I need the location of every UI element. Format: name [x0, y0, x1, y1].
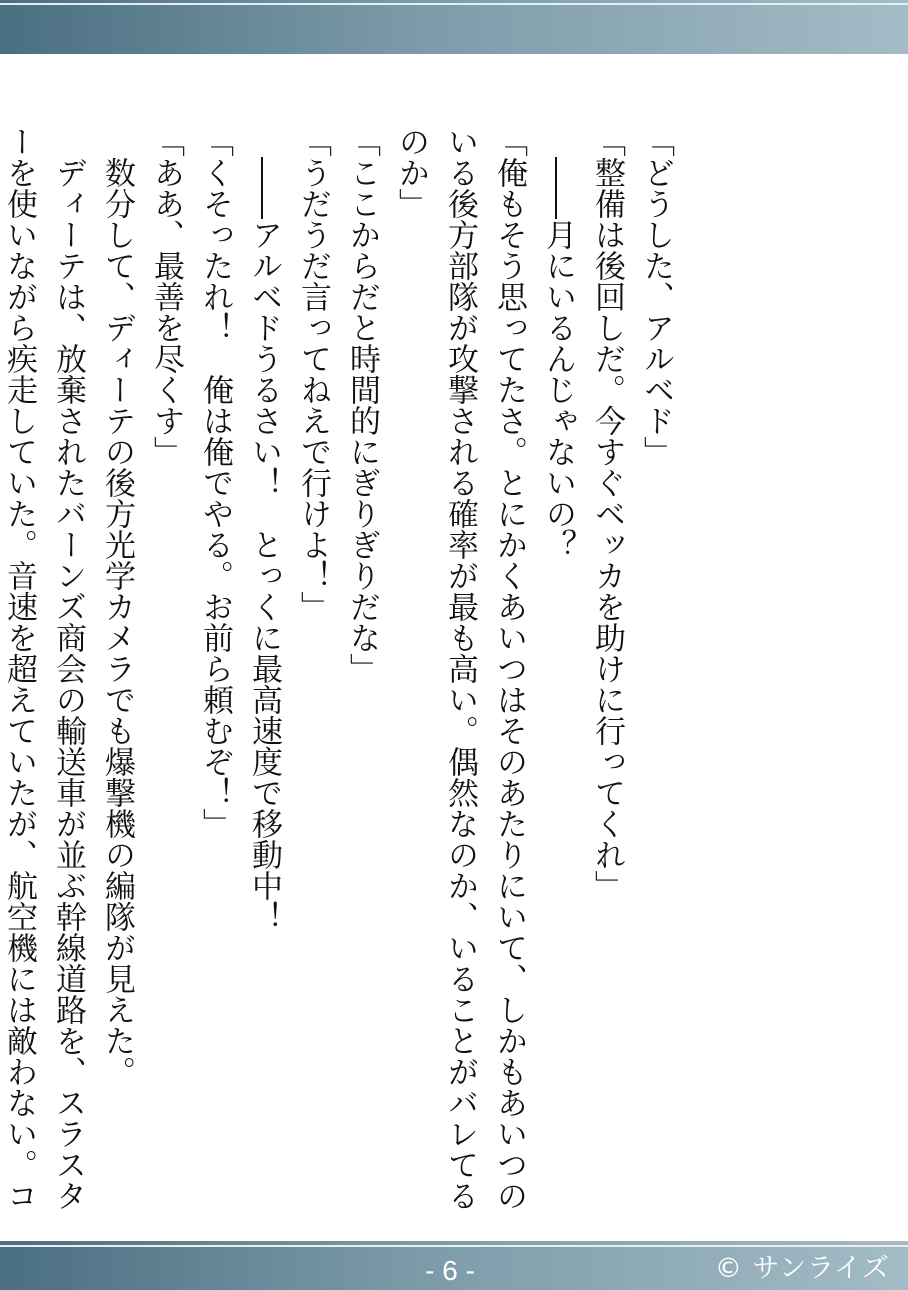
paragraph: 「整備は後回しだ。今すぐベッカを助けに行ってくれ」	[589, 126, 625, 901]
paragraph: ――月にいるんじゃないの？	[540, 157, 576, 560]
header-band	[0, 0, 908, 54]
paragraph: 「うだうだ言ってねえで行けよ！」	[295, 126, 331, 622]
paragraph: 数分して、ディーテの後方光学カメラでも爆撃機の編隊が見えた。	[99, 157, 135, 1087]
paragraph: ――アルベドうるさい！ とっくに最高速度で移動中！	[246, 157, 282, 932]
paragraph: 「くそったれ！ 俺は俺でやる。お前ら頼むぞ！」	[197, 126, 233, 839]
novel-body-text	[1, 126, 680, 1216]
copyright-notice: © サンライズ	[714, 1253, 890, 1284]
paragraph: 「ああ、最善を尽くす」	[148, 126, 184, 467]
paragraph: 「どうした、アルベド」	[638, 126, 674, 467]
page-number: - 6 -	[425, 1255, 475, 1286]
paragraph: 「ここからだと時間的にぎりぎりだな」	[344, 126, 380, 684]
paragraph: 「俺もそう思ってたさ。とにかくあいつはそのあたりにいて、しかもあいつのいる後方部隊が攻撃される確率が最も高い。偶然なのか、いることがバレてるのか」	[393, 126, 527, 1211]
paragraph: ディーテは、放棄されたバーンズ商会の輸送車が並ぶ幹線道路を、スラスターを使いながら疾走していた。音速を超えていたが、航空機には敵わない。コ	[1, 126, 86, 1211]
